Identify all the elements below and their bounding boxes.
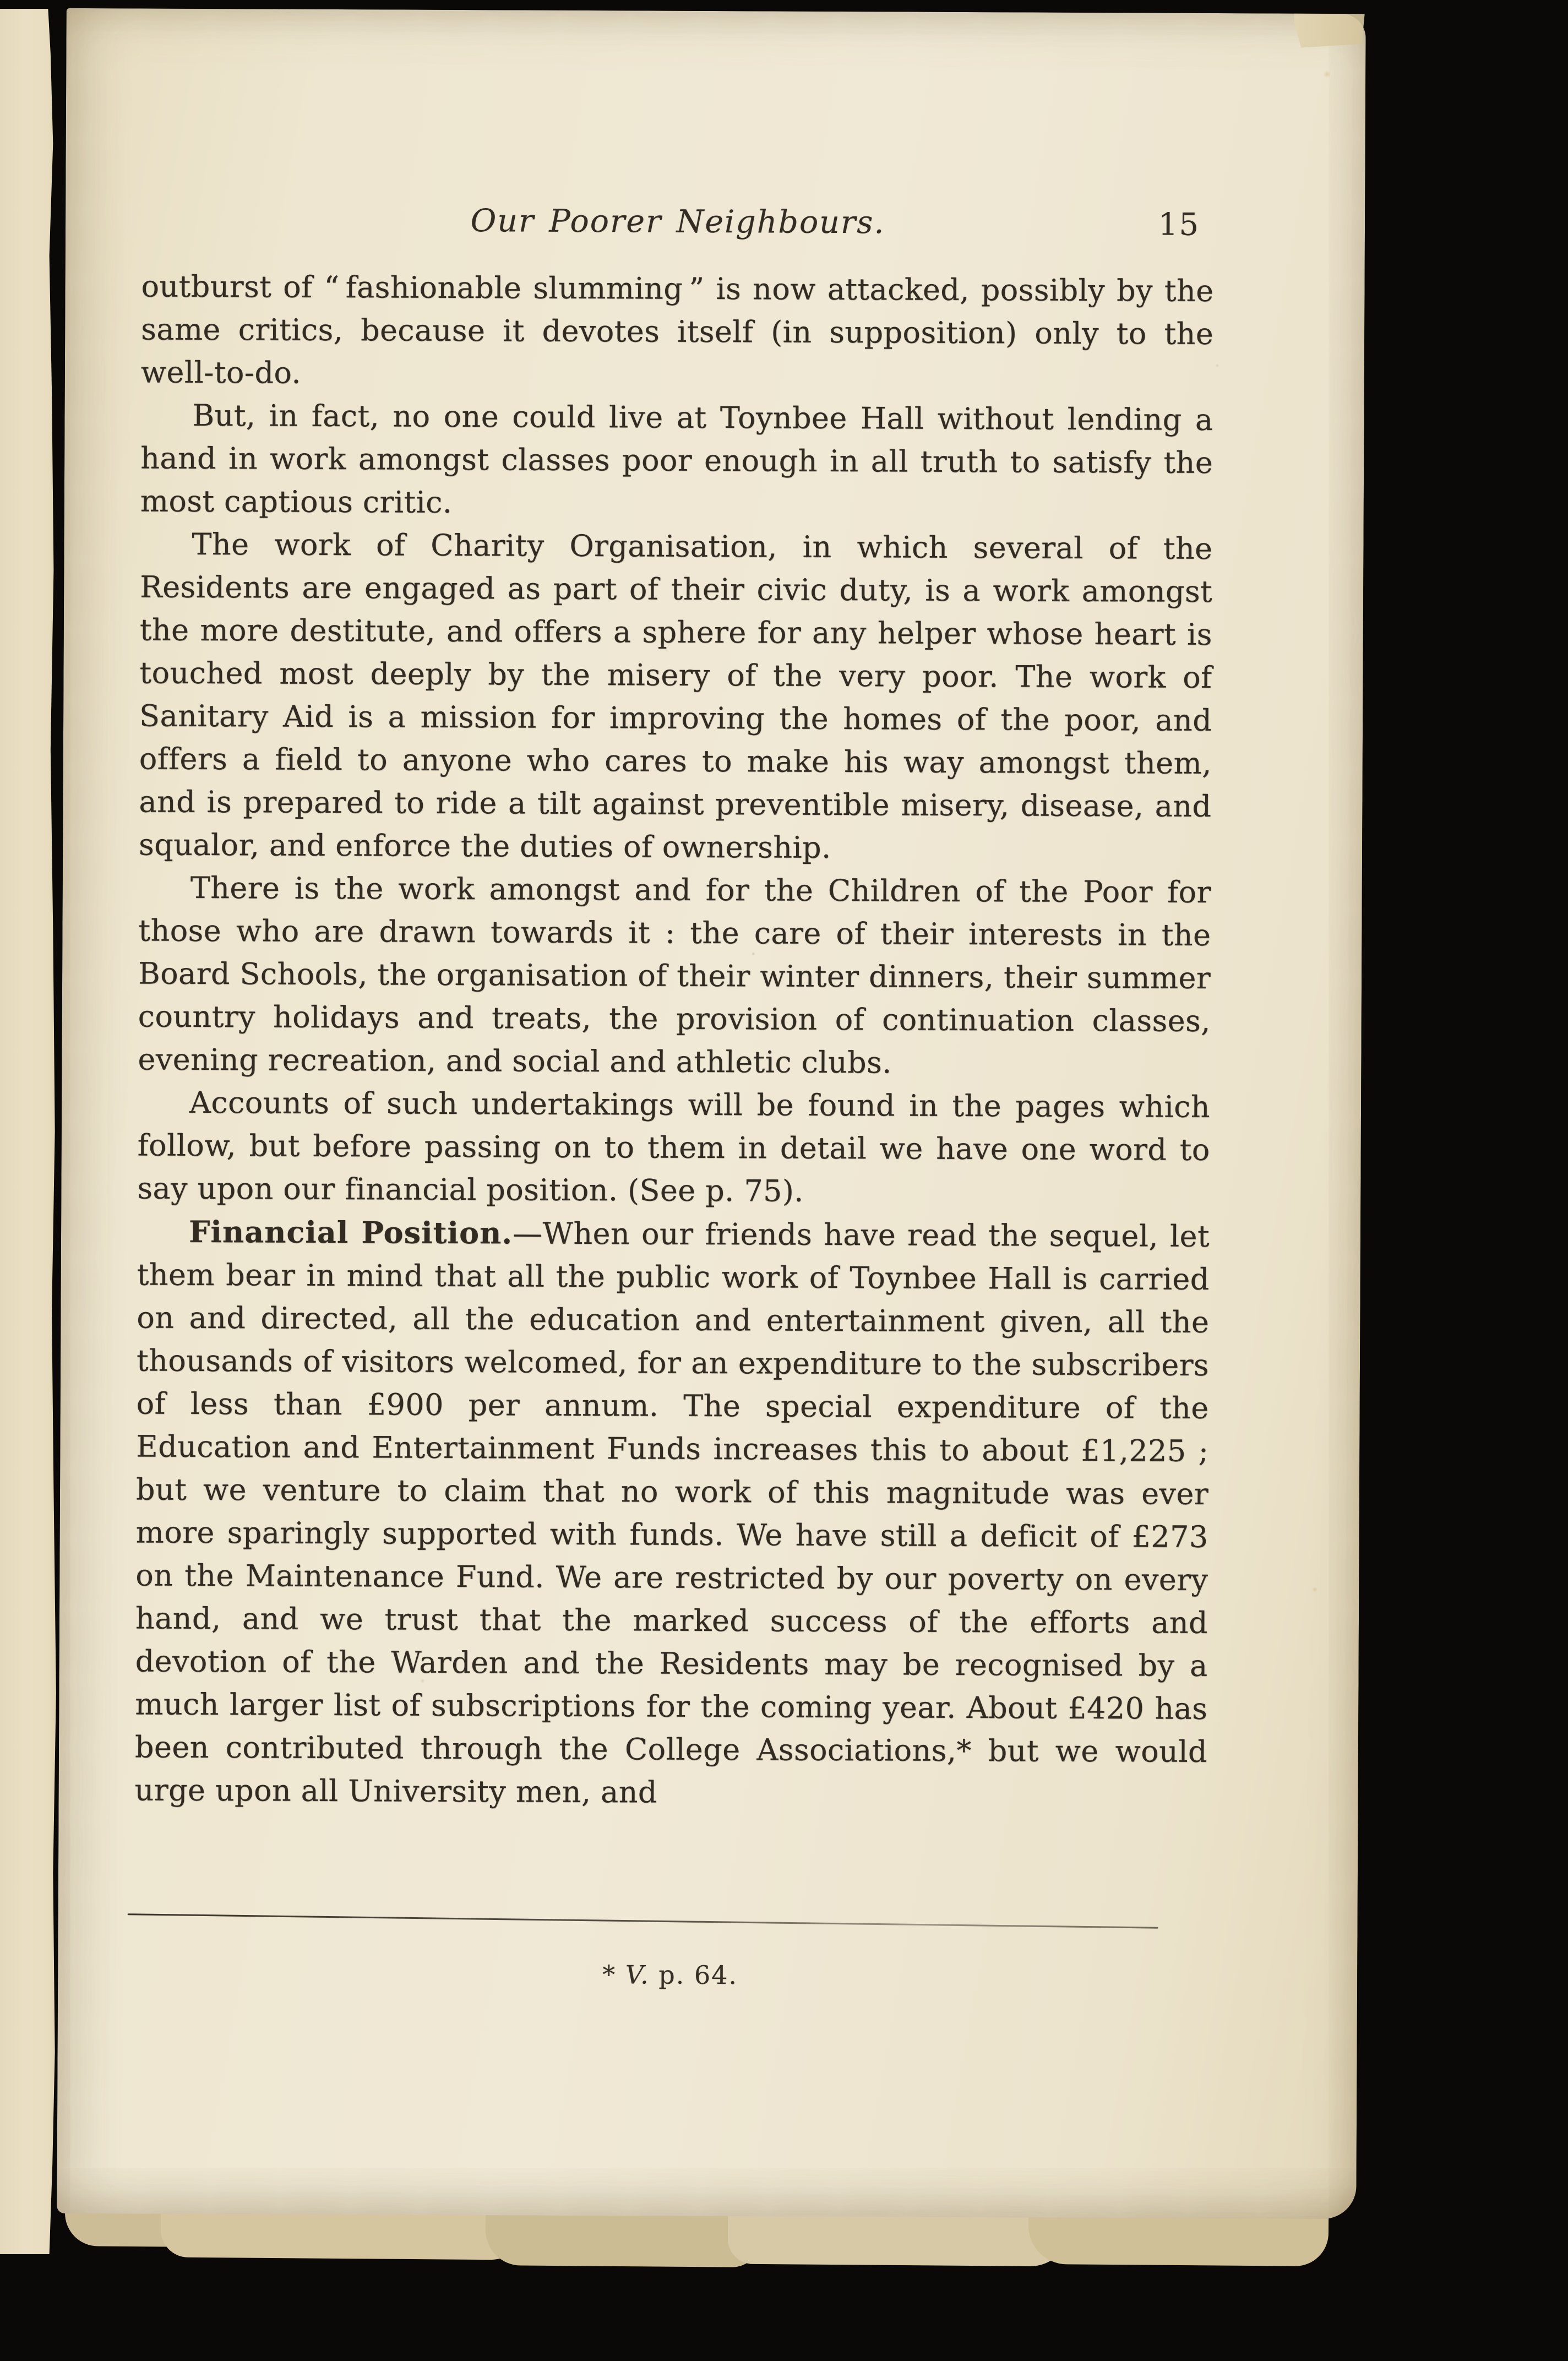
paragraph: Accounts of such undertakings will be found in the pages which follow, but before passing on to them in detail we have one word to say upon our financial position. (See p. 75).: [137, 1085, 1211, 1209]
financial-position-text: —When our friends have read the sequel, let them bear in mind that all the public work of Toynbee Hall is carried on and directed, all the education and entertainment given, all the thousands of visitors welcomed, for an expenditure to the subscribers of less than £900 per annum. The special expenditure of the Education and Entertainment Funds increases this to about £1,225 ; but we venture to claim that no work of this magnitude was ever more sparingly supported with funds. We have still a deficit of £273 on the Maintenance Fund. We are restricted by our poverty on every hand, and we trust that the marked success of the efforts and devotion of the Warden and the Residents may be recognised by a much larger list of subscriptions for the coming year. About £420 has been contributed through the College Associations,* but we would urge upon all University men, and: [134, 1216, 1210, 1810]
paragraph: The work of Charity Organisation, in which several of the Residents are engaged as part of their civic duty, is a work amongst the more destitute, and offers a sphere for any helper whose heart is touched most deeply by the misery of the very poor. The work of Sanitary Aid is a mission for improving the homes of the poor, and offers a field to anyone who cares to make his way amongst them, and is prepared to ride a tilt against preventible misery, disease, and squalor, and enforce the duties of ownership.: [138, 526, 1213, 865]
footnote-rule: [128, 1913, 1158, 1929]
footnote-marker: *: [602, 1960, 625, 1990]
paragraph: But, in fact, no one could live at Toynbee Hall without lending a hand in work amongst classes poor enough in all truth to satisfy the most captious critic.: [140, 398, 1213, 520]
footnote-text: p. 64.: [649, 1960, 738, 1990]
footnote-reference: V.: [625, 1960, 650, 1990]
page-corner-fold: [1294, 14, 1364, 48]
financial-position-heading: Financial Position.: [188, 1214, 513, 1251]
paragraph: outburst of “ fashionable slumming ” is now attacked, possibly by the same critics, because it devotes itself (in supposition) only to the well-to-do.: [140, 269, 1214, 390]
paragraph: There is the work amongst and for the Children of the Poor for those who are drawn towards it : the care of their interests in the Board Schools, the organisation of their winter dinners, their summer country holidays and treats, the provision of continuation classes, evening recreation, and social and athletic clubs.: [138, 870, 1211, 1080]
book-page: [57, 8, 1365, 2219]
page-number: 15: [1158, 206, 1200, 243]
paragraph-financial-position: [134, 1210, 1210, 1816]
footnote: [134, 1957, 1206, 1992]
facing-page-edge: [0, 9, 62, 2254]
running-header: [141, 201, 1214, 253]
running-header-title: Our Poorer Neighbours.: [470, 203, 885, 241]
page-body: [134, 265, 1213, 1816]
